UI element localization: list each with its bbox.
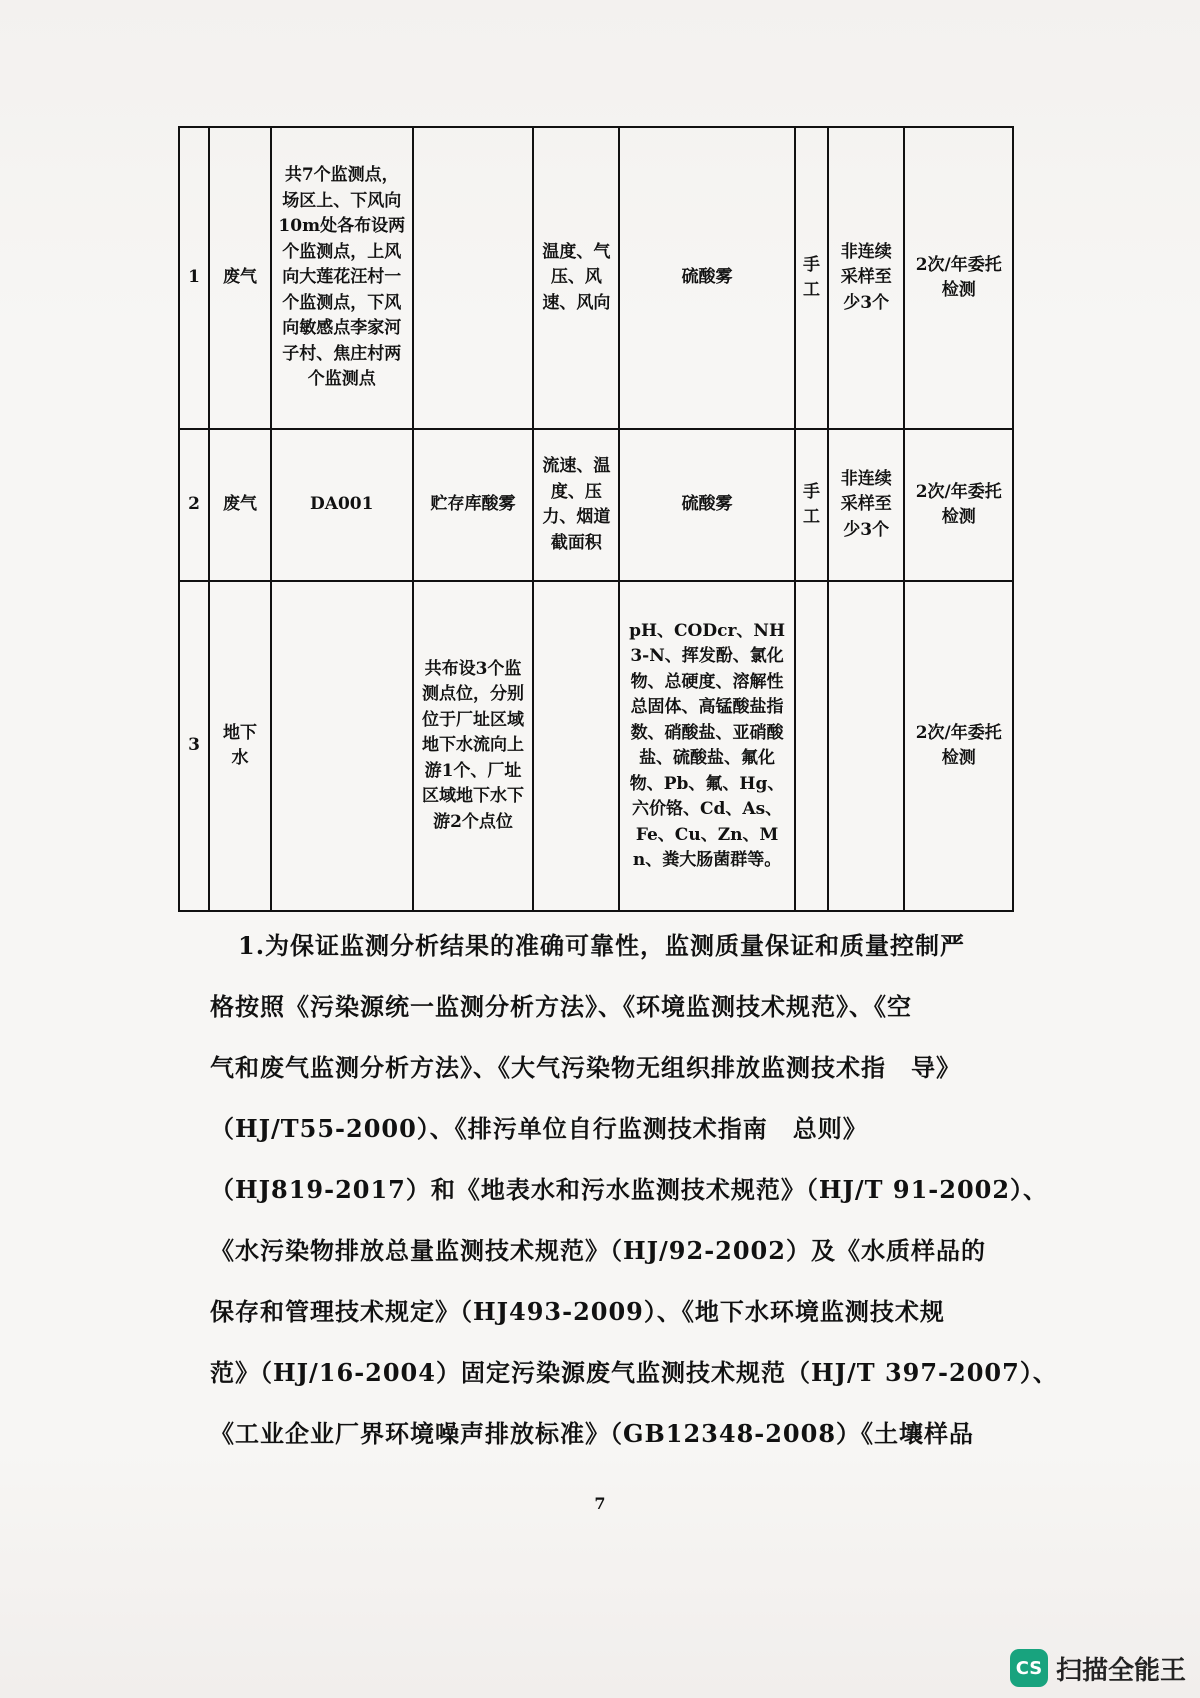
monitoring-category: 废气 bbox=[209, 127, 271, 429]
monitoring-category: 废气 bbox=[209, 429, 271, 581]
quality-assurance-paragraph bbox=[210, 915, 1058, 1464]
paragraph-line: （HJ819-2017）和《地表水和污水监测技术规范》（HJ/T 91-2002）、 bbox=[210, 1175, 1049, 1204]
monitoring-items: pH、CODcr、NH3-N、挥发酚、氯化物、总硬度、溶解性总固体、高锰酸盐指数、硝酸盐、亚硝酸盐、硫酸盐、氟化物、Pb、氟、Hg、六价铬、Cd、As、Fe、Cu、Zn、Mn、粪大肠菌群等。 bbox=[619, 581, 795, 911]
paragraph-line: 气和废气监测分析方法》、《大气污染物无组织排放监测技术指 导》 bbox=[210, 1053, 961, 1082]
sampling-requirement bbox=[828, 581, 904, 911]
monitoring-frequency: 2次/年委托检测 bbox=[904, 581, 1013, 911]
paragraph-line: 保存和管理技术规定》（HJ493-2009）、《地下水环境监测技术规 bbox=[210, 1297, 945, 1326]
monitoring-parameters: 流速、温度、压力、烟道截面积 bbox=[533, 429, 619, 581]
monitoring-method: 手工 bbox=[795, 429, 828, 581]
paragraph-line: （HJ/T55-2000）、《排污单位自行监测技术指南 总则》 bbox=[210, 1114, 868, 1143]
row-number: 1 bbox=[179, 127, 209, 429]
monitoring-frequency: 2次/年委托检测 bbox=[904, 127, 1013, 429]
paragraph-line: 范》（HJ/16-2004）固定污染源废气监测技术规范（HJ/T 397-2007）、 bbox=[210, 1358, 1058, 1387]
monitoring-location: 共7个监测点，场区上、下风向10m处各布设两个监测点，上风向大莲花汪村一个监测点，下风向敏感点李家河子村、焦庄村两个监测点 bbox=[271, 127, 413, 429]
monitoring-frequency: 2次/年委托检测 bbox=[904, 429, 1013, 581]
monitoring-source: 共布设3个监测点位，分别位于厂址区域地下水流向上游1个、厂址区域地下水下游2个点位 bbox=[413, 581, 534, 911]
sampling-requirement: 非连续采样至少3个 bbox=[828, 429, 904, 581]
page-number: 7 bbox=[594, 1494, 606, 1513]
table-row bbox=[179, 127, 1013, 429]
row-number: 3 bbox=[179, 581, 209, 911]
monitoring-plan-table bbox=[178, 126, 1014, 912]
table-row bbox=[179, 581, 1013, 911]
monitoring-parameters bbox=[533, 581, 619, 911]
monitoring-parameters: 温度、气压、风速、风向 bbox=[533, 127, 619, 429]
monitoring-items: 硫酸雾 bbox=[619, 127, 795, 429]
monitoring-location bbox=[271, 581, 413, 911]
monitoring-items: 硫酸雾 bbox=[619, 429, 795, 581]
monitoring-source bbox=[413, 127, 534, 429]
paragraph-line: 《工业企业厂界环境噪声排放标准》（GB12348-2008）《土壤样品 bbox=[210, 1419, 975, 1448]
monitoring-source: 贮存库酸雾 bbox=[413, 429, 534, 581]
row-number: 2 bbox=[179, 429, 209, 581]
monitoring-method: 手工 bbox=[795, 127, 828, 429]
monitoring-category: 地下水 bbox=[209, 581, 271, 911]
monitoring-method bbox=[795, 581, 828, 911]
scanner-watermark bbox=[1010, 1648, 1186, 1688]
paragraph-line: 《水污染物排放总量监测技术规范》（HJ/92-2002）及《水质样品的 bbox=[210, 1236, 986, 1265]
table-row bbox=[179, 429, 1013, 581]
paragraph-line: 格按照《污染源统一监测分析方法》、《环境监测技术规范》、《空 bbox=[210, 992, 912, 1021]
monitoring-location: DA001 bbox=[271, 429, 413, 581]
sampling-requirement: 非连续采样至少3个 bbox=[828, 127, 904, 429]
paragraph-line: 1.为保证监测分析结果的准确可靠性，监测质量保证和质量控制严 bbox=[238, 931, 966, 960]
camscanner-logo-icon: CS bbox=[1010, 1649, 1048, 1687]
scanner-app-name: 扫描全能王 bbox=[1056, 1655, 1187, 1686]
